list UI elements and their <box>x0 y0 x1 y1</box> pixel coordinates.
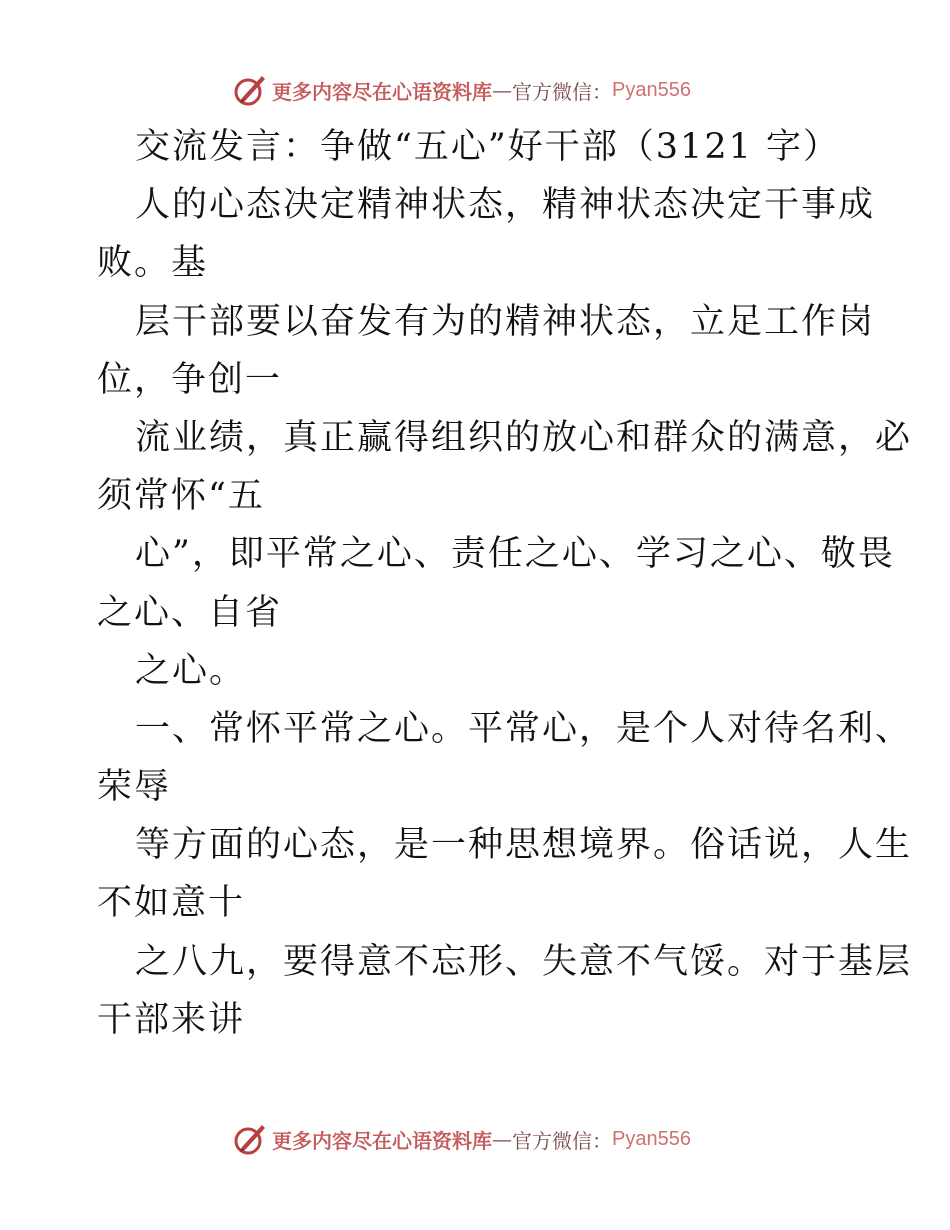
header-watermark <box>232 70 691 110</box>
watermark-main-text: 更多内容尽在心语资料库 <box>272 1128 492 1153</box>
quill-pen-logo-icon <box>232 72 268 108</box>
text-line: 之心。 <box>135 650 247 691</box>
watermark-dash: — <box>492 78 512 102</box>
text-line: 败。基 <box>97 243 209 284</box>
watermark-wechat-id: Pyan556 <box>612 1127 691 1150</box>
quill-pen-logo-icon <box>232 1121 268 1157</box>
text-line: 层干部要以奋发有为的精神状态，立足工作岗 <box>135 301 876 342</box>
text-line: 流业绩，真正赢得组织的放心和群众的满意，必 <box>135 417 913 458</box>
document-title: 交流发言：争做“五心”好干部（3121 字） <box>135 127 840 167</box>
text-line: 心”，即平常之心、责任之心、学习之心、敬畏 <box>135 534 895 575</box>
text-line: 不如意十 <box>97 883 246 924</box>
text-line: 之八九，要得意不忘形、失意不气馁。对于基层 <box>135 941 913 982</box>
document-body <box>97 118 913 1049</box>
text-line: 人的心态决定精神状态，精神状态决定干事成 <box>135 185 876 226</box>
text-line: 之心、自省 <box>97 592 283 633</box>
watermark-dash: — <box>492 1127 512 1151</box>
watermark-sub-text: 官方微信： <box>512 79 612 104</box>
watermark-wechat-id: Pyan556 <box>612 78 691 101</box>
text-line: 干部来讲 <box>97 999 246 1040</box>
footer-watermark <box>232 1119 691 1159</box>
text-line: 位，争创一 <box>97 359 283 400</box>
text-line: 等方面的心态，是一种思想境界。俗话说，人生 <box>135 825 913 866</box>
text-line: 须常怀“五 <box>97 476 265 517</box>
text-line: 荣辱 <box>97 767 172 808</box>
watermark-main-text: 更多内容尽在心语资料库 <box>272 79 492 104</box>
watermark-sub-text: 官方微信： <box>512 1128 612 1153</box>
section-heading-line: 一、常怀平常之心。平常心，是个人对待名利、 <box>135 708 913 749</box>
